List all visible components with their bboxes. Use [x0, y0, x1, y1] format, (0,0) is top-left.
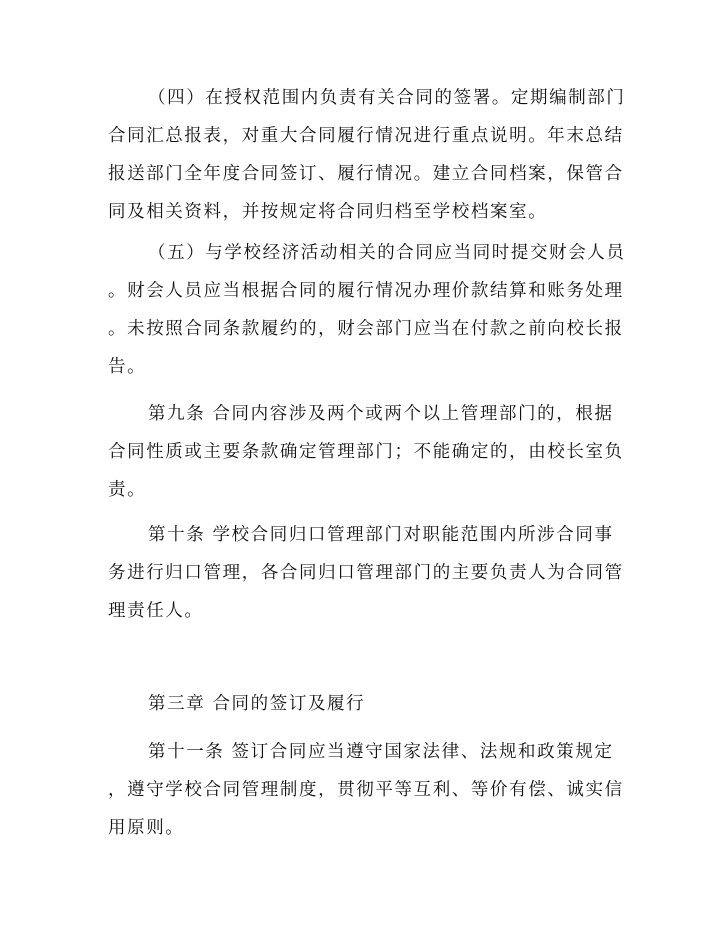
text-line: 告。 [108, 357, 147, 377]
text-line: 第十一条 签订合同应当遵守国家法律、法规和政策规定 [148, 742, 614, 762]
text-line: 。财会人员应当根据合同的履行情况办理价款结算和账务处理 [108, 281, 624, 301]
text-line: 第九条 合同内容涉及两个或两个以上管理部门的，根据 [148, 404, 614, 424]
text-line: （四）在授权范围内负责有关合同的签署。定期编制部门 [148, 88, 626, 108]
text-line: 报送部门全年度合同签订、履行情况。建立合同档案，保管合 [108, 164, 624, 184]
text-line: 同及相关资料，并按规定将合同归档至学校档案室。 [108, 202, 548, 222]
paragraph-clause-5 [108, 234, 626, 386]
text-line: 合同性质或主要条款确定管理部门；不能确定的，由校长室负 [108, 442, 624, 462]
text-line: ，遵守学校合同管理制度，贯彻平等互利、等价有偿、诚实信 [108, 780, 624, 800]
text-line: 务进行归口管理，各合同归口管理部门的主要负责人为合同管 [108, 563, 624, 583]
text-line: 。未按照合同条款履约的，财会部门应当在付款之前向校长报 [108, 319, 624, 339]
text-line: 第十条 学校合同归口管理部门对职能范围内所涉合同事 [148, 525, 614, 545]
paragraph-clause-4 [108, 79, 626, 231]
paragraph-article-11 [108, 733, 624, 847]
paragraph-article-10 [108, 516, 624, 630]
chapter-title: 第三章 合同的签订及履行 [148, 694, 366, 714]
text-line: （五）与学校经济活动相关的合同应当同时提交财会人员 [148, 243, 626, 263]
paragraph-article-9 [108, 395, 624, 509]
text-line: 合同汇总报表，对重大合同履行情况进行重点说明。年末总结 [108, 126, 624, 146]
text-line: 理责任人。 [108, 601, 204, 621]
chapter-heading [108, 685, 616, 723]
text-line: 用原则。 [108, 818, 185, 838]
text-line: 责。 [108, 480, 147, 500]
